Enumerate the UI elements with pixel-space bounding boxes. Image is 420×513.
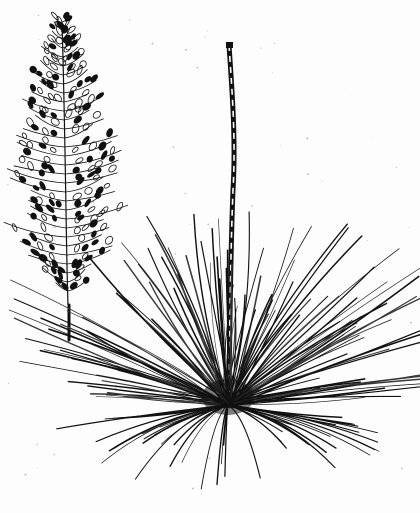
panicle-flowers <box>11 11 123 291</box>
flower-bud <box>45 79 55 90</box>
speck <box>260 48 261 49</box>
flower-bud <box>38 169 45 177</box>
flower-bud <box>34 203 44 214</box>
stalk-tip <box>226 42 233 48</box>
flower-bud <box>95 92 105 101</box>
flower-bud <box>76 79 83 87</box>
flower-bud <box>64 108 73 119</box>
speck <box>99 152 101 154</box>
flower-bud <box>66 52 73 60</box>
flower-bud <box>92 110 102 120</box>
speck <box>307 173 309 175</box>
flower-bud <box>29 232 38 242</box>
speck <box>409 227 410 228</box>
flower-bud <box>29 83 36 92</box>
speck <box>345 426 346 427</box>
flower-bud <box>41 127 49 137</box>
flower-bud <box>21 132 27 139</box>
panicle-branch <box>67 228 110 238</box>
flower-bud <box>68 90 75 99</box>
panicle-branch <box>63 69 87 84</box>
speck <box>104 226 105 227</box>
speck <box>327 462 328 463</box>
flower-bud <box>25 117 35 128</box>
flower-bud <box>55 200 62 208</box>
speck <box>209 457 211 459</box>
speck <box>251 205 253 207</box>
flower-bud <box>36 70 43 77</box>
panicle-branch <box>29 108 64 120</box>
flower-bud <box>52 215 58 222</box>
speck <box>205 36 206 37</box>
flower-bud <box>90 74 99 83</box>
speck <box>274 43 275 44</box>
rosette-core <box>202 379 254 415</box>
flower-bud <box>97 141 107 152</box>
flower-bud <box>116 201 124 211</box>
speck <box>37 468 38 469</box>
panicle-branch <box>66 220 103 229</box>
flower-bud <box>21 238 31 247</box>
flower-bud <box>108 155 115 163</box>
speck <box>192 488 194 490</box>
speck <box>189 224 190 225</box>
speck <box>367 240 368 241</box>
flower-bud <box>100 150 108 160</box>
speck <box>207 31 208 32</box>
flower-bud <box>32 185 39 192</box>
speck <box>129 19 130 20</box>
speck <box>39 39 40 40</box>
speck <box>311 324 312 325</box>
speck <box>272 73 273 74</box>
panicle-branch <box>65 136 118 148</box>
speck <box>345 89 346 90</box>
speck <box>175 253 177 255</box>
flower-bud <box>49 192 56 200</box>
speck <box>372 137 373 138</box>
flower-bud <box>69 281 79 290</box>
speck <box>54 226 56 228</box>
speck <box>61 87 62 88</box>
speck <box>185 49 187 51</box>
speck <box>36 444 37 445</box>
flower-bud <box>99 222 108 232</box>
speck <box>396 167 397 168</box>
panicle-branch <box>4 222 67 237</box>
flower-bud <box>36 241 44 251</box>
speck <box>401 468 403 470</box>
flower-bud <box>37 86 44 94</box>
flower-bud <box>105 128 113 138</box>
speck <box>410 322 412 324</box>
speck <box>54 454 56 456</box>
flower-bud <box>43 96 52 105</box>
flower-bud <box>84 198 92 208</box>
flower-bud <box>73 115 83 125</box>
speck <box>376 269 377 270</box>
speck <box>280 145 281 146</box>
speck <box>306 137 308 139</box>
flower-bud <box>83 186 93 196</box>
flower-bud <box>18 139 27 147</box>
speck <box>206 285 207 286</box>
speck <box>207 224 209 226</box>
speck <box>196 67 198 69</box>
speck <box>7 184 8 185</box>
flower-bud <box>38 142 47 150</box>
leaf-rosette <box>9 212 420 489</box>
flower-bud <box>98 246 105 255</box>
speck <box>38 15 39 16</box>
speck <box>234 248 235 249</box>
flower-bud <box>87 206 96 214</box>
flower-bud <box>81 88 90 97</box>
flower-bud <box>38 109 46 118</box>
speck <box>189 50 190 51</box>
speck <box>173 146 175 148</box>
flower-bud <box>42 56 50 66</box>
flower-bud <box>14 170 21 178</box>
flower-bud <box>40 222 47 232</box>
panicle-branch <box>66 205 128 219</box>
flower-bud <box>81 243 90 252</box>
flower-bud <box>40 214 47 222</box>
speck <box>321 180 322 181</box>
flower-bud <box>39 181 47 191</box>
flower-bud <box>107 164 117 174</box>
speck <box>68 358 70 360</box>
flower-bud <box>103 182 110 189</box>
speck <box>275 439 276 440</box>
flower-bud <box>71 123 80 134</box>
speck <box>185 193 186 194</box>
flower-panicle-detail <box>4 11 128 340</box>
flower-bud <box>49 146 57 153</box>
panicle-branch <box>28 255 67 264</box>
flower-bud <box>79 60 88 69</box>
speck <box>25 474 27 476</box>
panicle-branch <box>64 119 104 129</box>
panicle-branch <box>67 246 112 255</box>
flower-bud <box>104 235 114 246</box>
flower-bud <box>48 243 55 250</box>
flower-bud <box>71 146 79 153</box>
speck <box>151 43 153 45</box>
speck <box>8 382 9 383</box>
speck <box>229 170 230 171</box>
rosette-leaf <box>228 405 370 455</box>
flower-bud <box>91 239 99 246</box>
flower-bud <box>82 122 90 131</box>
